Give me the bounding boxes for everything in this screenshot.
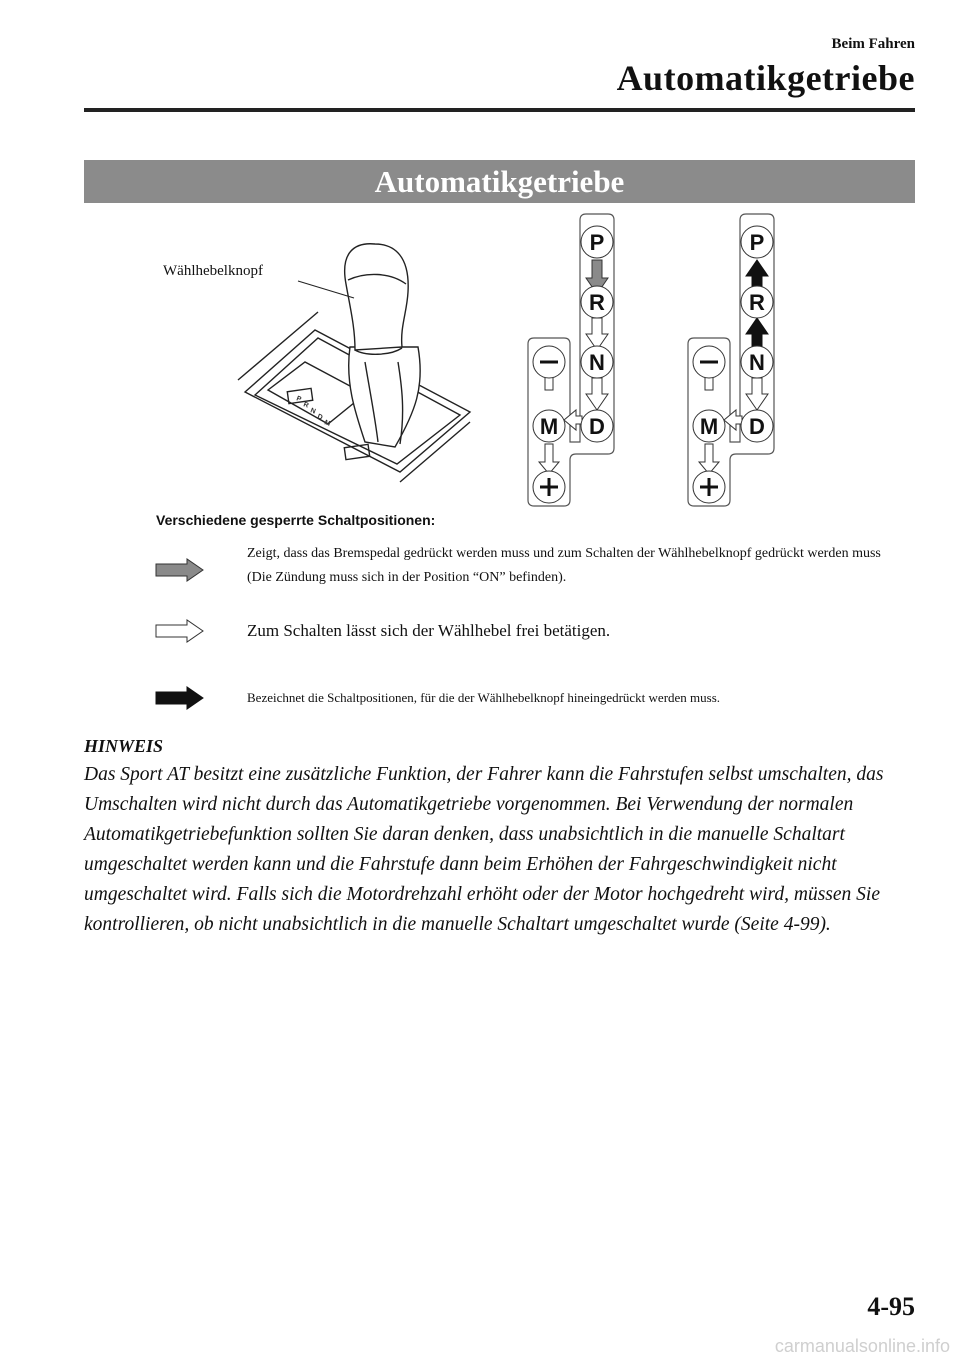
svg-text:N: N [589,350,605,375]
svg-text:P: P [749,230,765,255]
section-banner: Automatikgetriebe [84,160,915,203]
knob-label: Wählhebelknopf [163,263,263,279]
watermark: carmanualsonline.info [774,1336,950,1356]
svg-text:R: R [589,290,605,315]
white-arrow-icon [155,619,205,643]
running-header-section: Beim Fahren [831,36,915,52]
legend-text-black: Bezeichnet die Schaltpositionen, für die der Wählhebelknopf hineingedrückt werden muss. [247,690,721,705]
svg-text:D: D [589,414,605,439]
svg-text:N: N [749,350,765,375]
legend-heading: Verschiedene gesperrte Schaltpositionen: [156,512,436,528]
svg-text:R: R [749,290,765,315]
page-number: 4-95 [867,1292,915,1321]
gear-lever-illustration [238,244,470,482]
shift-lever-figure [150,212,790,512]
svg-text:M: M [539,414,559,439]
note-text: Das Sport AT besitzt eine zusätzliche Funktion, der Fahrer kann die Fahrstufen selbst umschalten, das Umschalten wird nicht durch das Automatikgetriebe vorgenommen. Bei Verwendung der normalen Automatikgetriebefunktion sollten Sie daran denken, dass unabsichtlich in die manuelle Schaltart umgeschaltet werden kann und die Fahrstufe dann beim Erhöhen der Fahrgeschwindigkeit nicht umgeschaltet wird. Falls sich die Motordrehzahl erhöht oder der Motor hochgedreht wird, müssen Sie kontrollieren, ob nicht unabsichtlich in die manuelle Schaltart umgeschaltet wurde (Seite 4-99). [84,764,884,935]
svg-text:D: D [749,414,765,439]
running-header-title: Automatikgetriebe [616,58,915,98]
shift-gate-diagram-left [528,214,614,506]
grey-arrow-icon [155,558,205,582]
black-arrow-icon [155,686,205,710]
note-heading: HINWEIS [84,736,164,756]
svg-text:D: D [316,413,324,422]
header-divider [84,108,915,112]
shift-gate-diagram-right [688,214,774,506]
legend-text-grey: Zeigt, dass das Bremspedal gedrückt werden muss und zum Schalten der Wählhebelknopf gedrückt werden muss (Die Zündung muss sich in der Position “ON” befinden). [247,546,881,585]
svg-text:R: R [302,401,310,410]
svg-text:N: N [309,407,317,416]
svg-text:M: M [699,414,719,439]
svg-text:P: P [589,230,605,255]
legend-text-white: Zum Schalten lässt sich der Wählhebel frei betätigen. [247,621,611,640]
svg-text:P: P [295,395,303,404]
svg-text:M: M [323,419,332,428]
